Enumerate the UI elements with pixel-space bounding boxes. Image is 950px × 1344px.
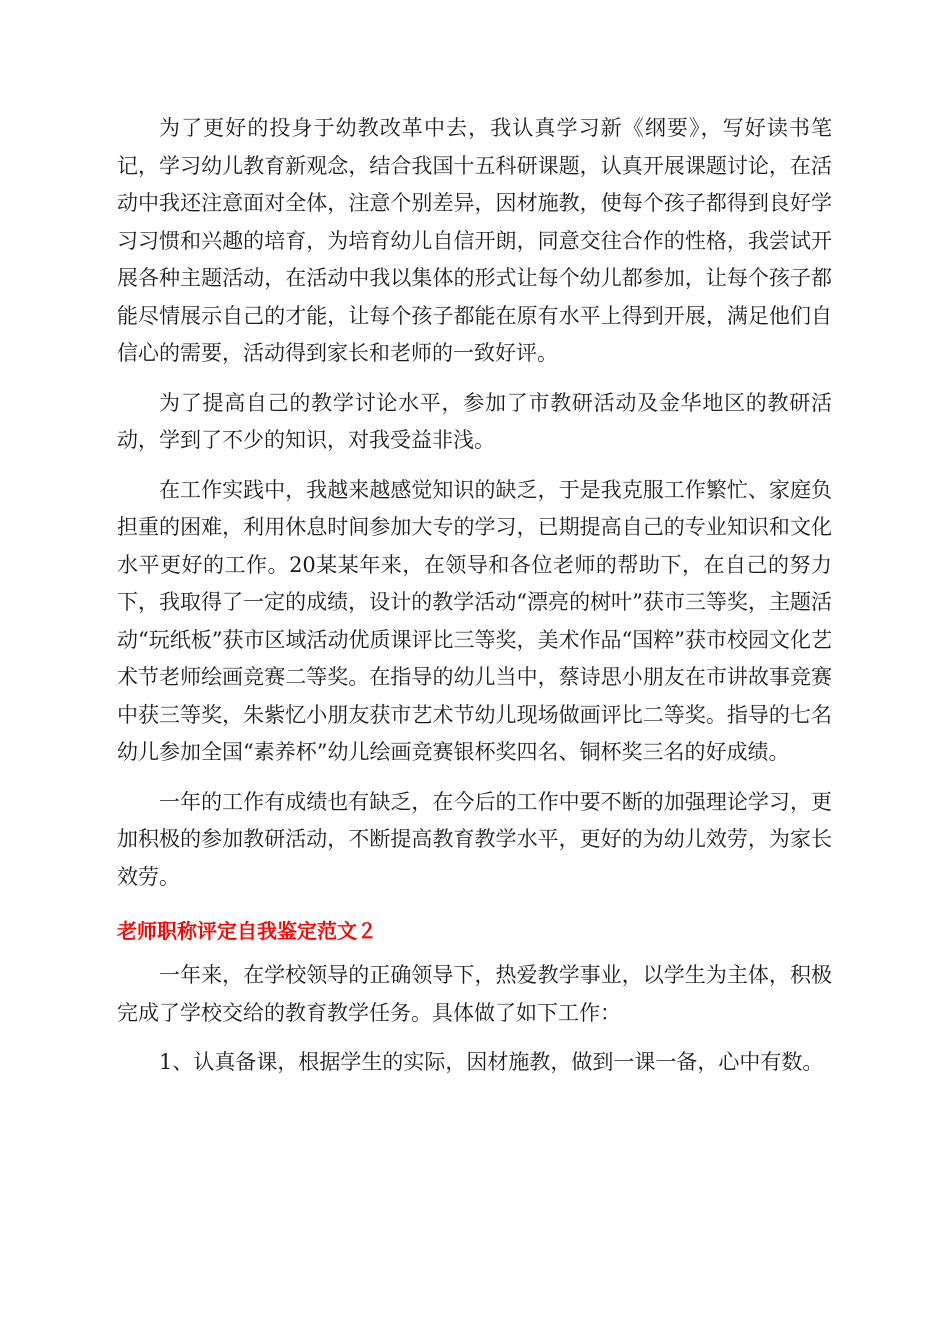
paragraph-work-practice: 在工作实践中，我越来越感觉知识的缺乏，于是我克服工作繁忙、家庭负担重的困难，利用休息时间参加大专的学习，已期提高自己的专业知识和文化水平更好的工作。20某某年来，在领导和各位老师的帮助下，在自己的努力下，我取得了一定的成绩，设计的教学活动“漂亮的树叶”获市三等奖，主题活动“玩纸板”获市区域活动优质课评比三等奖，美术作品“国粹”获市校园文化艺术节老师绘画竞赛二等奖。在指导的幼儿当中，蔡诗思小朋友在市讲故事竞赛中获三等奖，朱紫忆小朋友获市艺术节幼儿现场做画评比二等奖。指导的七名幼儿参加全国“素养杯”幼儿绘画竞赛银杯奖四名、铜杯奖三名的好成绩。 (117, 477, 832, 764)
paragraph-year-summary: 一年的工作有成绩也有缺乏，在今后的工作中要不断的加强理论学习，更加积极的参加教研活动，不断提高教育教学水平，更好的为幼儿效劳，为家长效劳。 (117, 789, 832, 889)
paragraph-item-1: 1、认真备课，根据学生的实际，因材施教，做到一课一备，心中有数。 (159, 1050, 824, 1074)
paragraph-intro: 一年来，在学校领导的正确领导下，热爱教学事业，以学生为主体，积极完成了学校交给的教育教学任务。具体做了如下工作： (117, 963, 832, 1025)
paragraph-teaching-research: 为了提高自己的教学讨论水平，参加了市教研活动及金华地区的教研活动，学到了不少的知识，对我受益非浅。 (117, 390, 832, 452)
document-page (117, 110, 832, 1082)
paragraph-study-outline: 为了更好的投身于幼教改革中去，我认真学习新《纲要》，写好读书笔记，学习幼儿教育新观念，结合我国十五科研课题，认真开展课题讨论，在活动中我还注意面对全体，注意个别差异，因材施教，使每个孩子都得到良好学习习惯和兴趣的培育，为培育幼儿自信开朗，同意交往合作的性格，我尝试开展各种主题活动，在活动中我以集体的形式让每个幼儿都参加，让每个孩子都能尽情展示自己的才能，让每个孩子都能在原有水平上得到开展，满足他们自信心的需要，活动得到家长和老师的一致好评。 (117, 116, 832, 365)
section-heading: 老师职称评定自我鉴定范文２ (117, 919, 377, 943)
